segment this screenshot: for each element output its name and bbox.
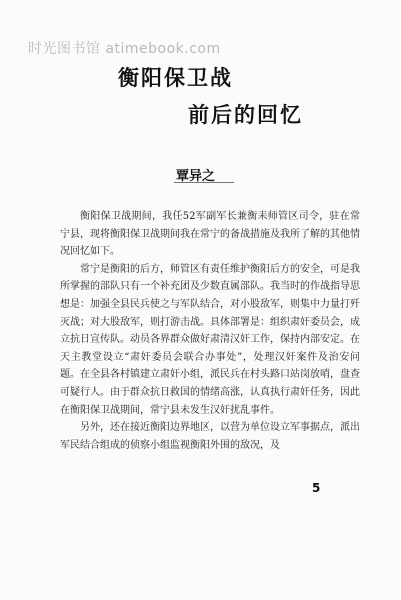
paragraph-1: 衡阳保卫战期间，我任52军副军长兼衡耒师管区司令，驻在常宁县，现将衡阳保卫战期间我在常宁的备战措施及我所了解的其他情况回忆如下。 <box>60 211 360 258</box>
author-underline <box>174 182 234 183</box>
author-name: 覃异之 <box>176 169 216 184</box>
paragraph-3: 另外，还在接近衡阳边界地区，以营为单位设立军事据点，派出军民结合组成的侦察小组监视衡阳外围的敌况，及 <box>60 422 360 451</box>
title-line-2: 前后的回忆 <box>188 103 303 127</box>
body-text <box>60 208 360 454</box>
title-line-1: 衡阳保卫战 <box>118 66 233 90</box>
paragraph-2: 常宁是衡阳的后方，师管区有责任维护衡阳后方的安全，可是我所掌握的部队只有一个补充团及少数直属部队。我当时的作战指导思想是：加强全县民兵使之与军队结合，对小股敌军，则集中力量打歼灭战；对大股敌军，则打游击战。具体部署是：组织肃奸委员会，成立抗日宣传队。动员各界群众做好肃清汉奸工作，保持内部安定。在天主教堂设立“肃奸委员会联合办事处”，处理汉奸案件及治安问题。在全县各村镇建立肃奸小组，派民兵在村头路口站岗放哨，盘查可疑行人。由于群众抗日救国的情绪高涨，认真执行肃奸任务，因此在衡阳保卫战期间，常宁县未发生汉奸扰乱事件。 <box>60 263 360 416</box>
page-number: 5 <box>312 481 321 495</box>
watermark: 时光图书馆 atimebook.com <box>28 41 221 57</box>
